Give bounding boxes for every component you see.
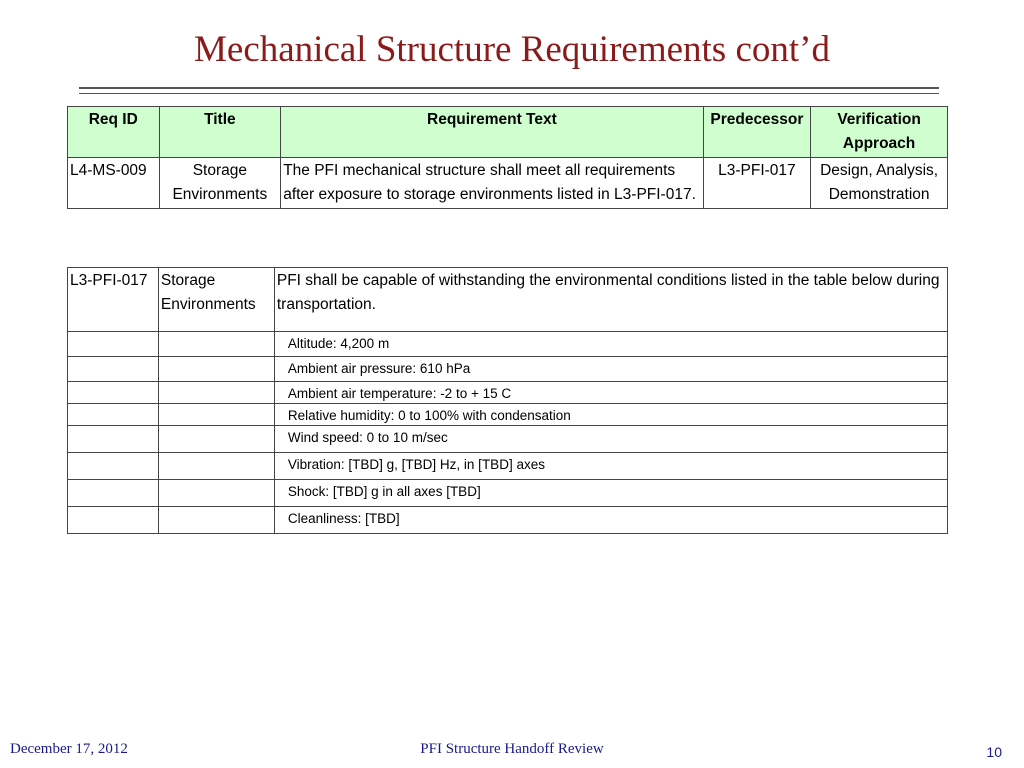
cell-title: Storage Environments bbox=[158, 268, 274, 332]
requirements-table bbox=[67, 106, 948, 209]
condition-ambient-air-pressure: Ambient air pressure: 610 hPa bbox=[274, 357, 947, 382]
page-number: 10 bbox=[986, 744, 1002, 760]
cell-requirement-text: The PFI mechanical structure shall meet all requirements after exposure to storage environments listed in L3-PFI-017. bbox=[281, 158, 703, 209]
condition-wind-speed: Wind speed: 0 to 10 m/sec bbox=[274, 426, 947, 453]
header-predecessor: Predecessor bbox=[703, 107, 811, 158]
condition-ambient-air-temperature: Ambient air temperature: -2 to + 15 C bbox=[274, 382, 947, 404]
condition-shock: Shock: [TBD] g in all axes [TBD] bbox=[274, 480, 947, 507]
cell-req-id: L4-MS-009 bbox=[68, 158, 160, 209]
table-row bbox=[68, 268, 948, 332]
footer-date: December 17, 2012 bbox=[10, 741, 128, 757]
condition-row bbox=[68, 480, 948, 507]
condition-row bbox=[68, 453, 948, 480]
condition-row bbox=[68, 357, 948, 382]
slide-title: Mechanical Structure Requirements cont’d bbox=[194, 29, 830, 70]
cell-verification: Design, Analysis, Demonstration bbox=[811, 158, 948, 209]
condition-row bbox=[68, 382, 948, 404]
condition-vibration: Vibration: [TBD] g, [TBD] Hz, in [TBD] axes bbox=[274, 453, 947, 480]
header-verification-approach: Verification Approach bbox=[811, 107, 948, 158]
cell-predecessor: L3-PFI-017 bbox=[703, 158, 811, 209]
header-req-id: Req ID bbox=[68, 107, 160, 158]
condition-row bbox=[68, 404, 948, 426]
condition-row bbox=[68, 507, 948, 534]
condition-cleanliness: Cleanliness: [TBD] bbox=[274, 507, 947, 534]
cell-requirement-text: PFI shall be capable of withstanding the environmental conditions listed in the table below during transportation. bbox=[274, 268, 947, 332]
footer-title: PFI Structure Handoff Review bbox=[420, 741, 604, 757]
title-divider bbox=[79, 87, 939, 89]
condition-relative-humidity: Relative humidity: 0 to 100% with condensation bbox=[274, 404, 947, 426]
condition-row bbox=[68, 332, 948, 357]
condition-row bbox=[68, 426, 948, 453]
cell-title: Storage Environments bbox=[159, 158, 281, 209]
table-row bbox=[68, 158, 948, 209]
header-requirement-text: Requirement Text bbox=[281, 107, 703, 158]
header-title: Title bbox=[159, 107, 281, 158]
condition-altitude: Altitude: 4,200 m bbox=[274, 332, 947, 357]
storage-environments-table bbox=[67, 267, 948, 534]
table-header-row bbox=[68, 107, 948, 158]
cell-req-id: L3-PFI-017 bbox=[68, 268, 159, 332]
title-divider-thin bbox=[79, 93, 939, 94]
